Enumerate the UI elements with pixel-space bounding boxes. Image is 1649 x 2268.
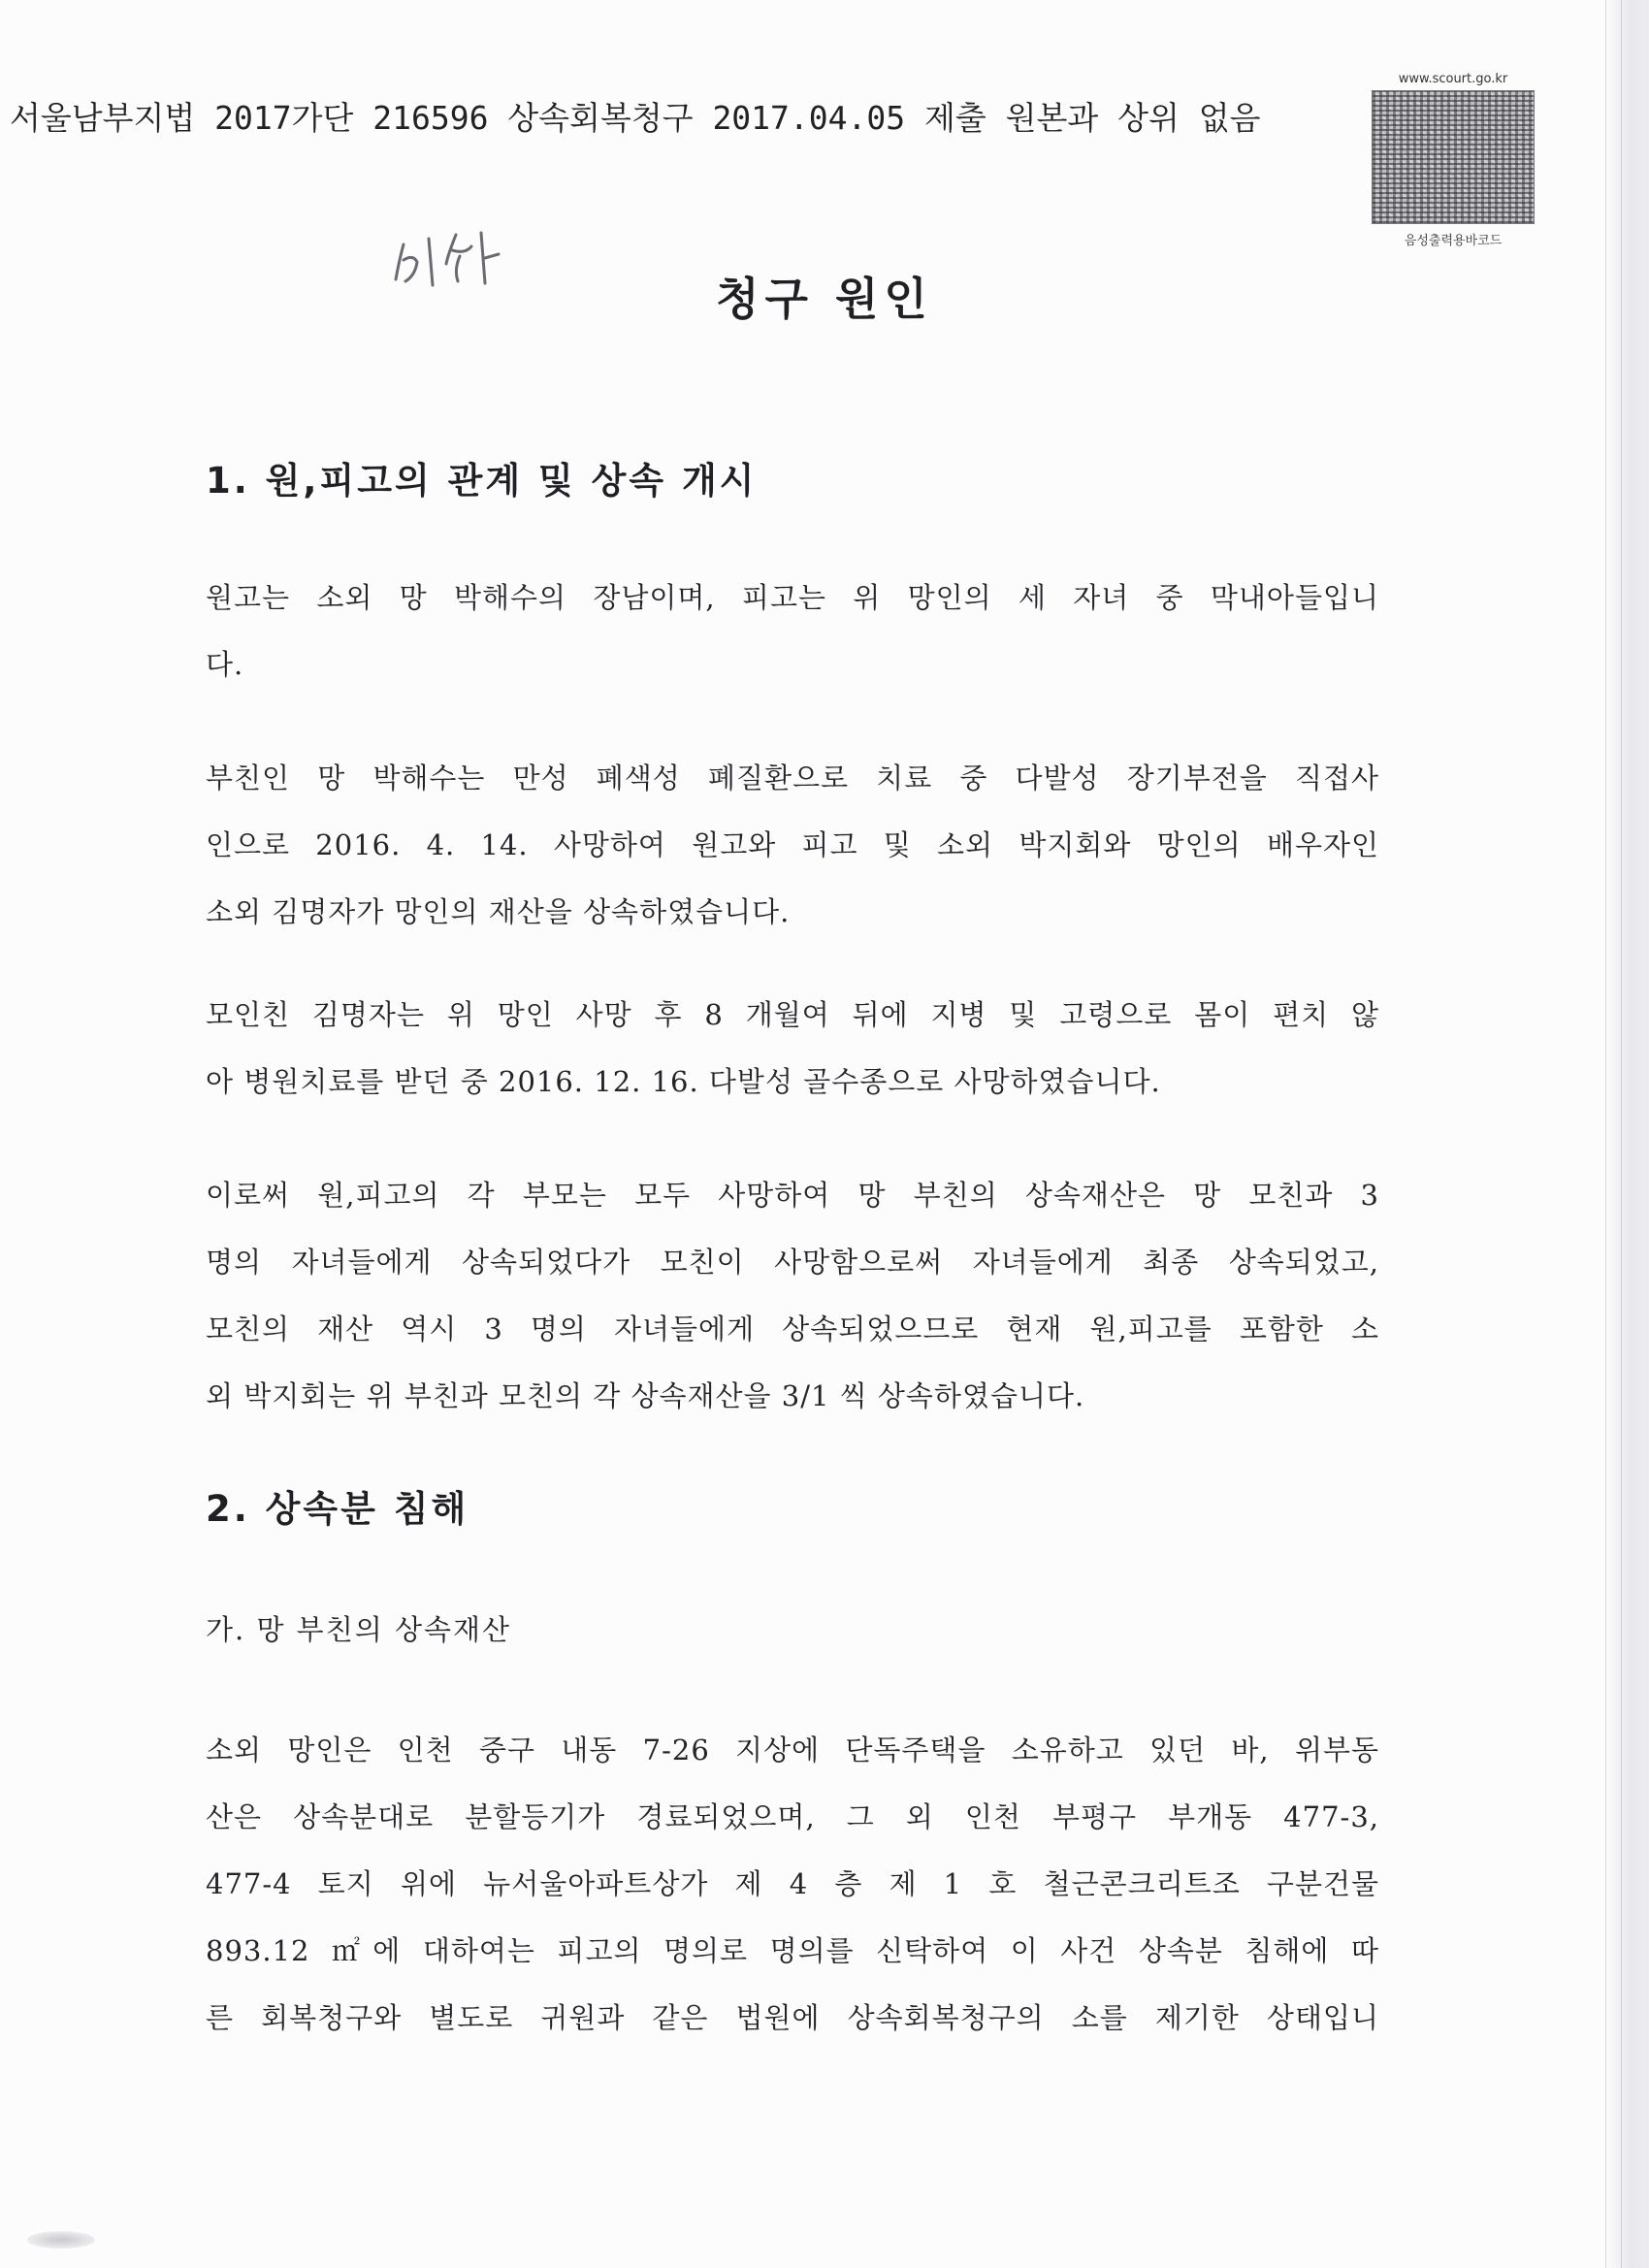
text-line: 인으로 2016. 4. 14. 사망하여 원고와 피고 및 소외 박지회와 망인의 배우자인 <box>206 828 1379 861</box>
text-line: 이로써 원,피고의 각 부모는 모두 사망하여 망 부친의 상속재산은 망 모친과 3 <box>206 1179 1379 1212</box>
text-line: 893.12 ㎡에 대하여는 피고의 명의로 명의를 신탁하여 이 사건 상속분 침해에 따 <box>206 1934 1379 1967</box>
scan-smudge <box>27 2231 95 2249</box>
text-line: 477-4 토지 위에 뉴서울아파트상가 제 4 층 제 1 호 철근콘크리트조 구분건물 <box>206 1867 1379 1900</box>
text-line: 외 박지회는 위 부친과 모친의 각 상속재산을 3/1 씩 상속하였습니다. <box>206 1379 1085 1412</box>
text-line: 모인친 김명자는 위 망인 사망 후 8 개월여 뒤에 지병 및 고령으로 몸이 편치 않 <box>206 998 1379 1031</box>
text-line: 다. <box>206 648 244 681</box>
text-line: 원고는 소외 망 박해수의 장남이며, 피고는 위 망인의 세 자녀 중 막내아들입니 <box>206 581 1379 614</box>
text-line: 소외 김명자가 망인의 재산을 상속하였습니다. <box>206 895 791 928</box>
text-line: 아 병원치료를 받던 중 2016. 12. 16. 다발성 골수종으로 사망하였습니다. <box>206 1065 1161 1098</box>
barcode-icon <box>1372 90 1535 224</box>
voice-output-barcode <box>1371 72 1536 248</box>
text-line: 명의 자녀들에게 상속되었다가 모친이 사망함으로써 자녀들에게 최종 상속되었고, <box>206 1246 1379 1279</box>
barcode-url: www.scourt.go.kr <box>1398 72 1508 86</box>
section-1-heading: 1. 원,피고의 관계 및 상속 개시 <box>206 460 758 502</box>
section-1-paragraph-3 <box>206 982 1379 1116</box>
scan-edge-shadow <box>1605 0 1649 2268</box>
scan-edge-line <box>1621 0 1622 2268</box>
barcode-caption: 음성출력용바코드 <box>1404 234 1503 248</box>
section-2-paragraph-1 <box>206 1717 1379 2052</box>
section-1-paragraph-1 <box>206 565 1379 698</box>
text-line: 산은 상속분대로 분할등기가 경료되었으며, 그 외 인천 부평구 부개동 477-3, <box>206 1800 1379 1833</box>
text-line: 소외 망인은 인천 중구 내동 7-26 지상에 단독주택을 소유하고 있던 바, 위부동 <box>206 1733 1379 1766</box>
text-line: 른 회복청구와 별도로 귀원과 같은 법원에 상속회복청구의 소를 제기한 상태입니 <box>206 2001 1379 2034</box>
text-line: 모친의 재산 역시 3 명의 자녀들에게 상속되었으므로 현재 원,피고를 포함한 소 <box>206 1312 1379 1345</box>
section-2-heading: 2. 상속분 침해 <box>206 1488 469 1530</box>
section-1-paragraph-4 <box>206 1162 1379 1430</box>
text-line: 부친인 망 박해수는 만성 폐색성 폐질환으로 치료 중 다발성 장기부전을 직접사 <box>206 761 1379 794</box>
page-title: 청구 원인 <box>716 273 933 325</box>
section-1-paragraph-2 <box>206 745 1379 946</box>
section-2-subheading: 가. 망 부친의 상속재산 <box>206 1613 511 1646</box>
court-submission-header: 서울남부지법 2017가단 216596 상속회복청구 2017.04.05 제출 원본과 상위 없음 <box>10 99 1261 137</box>
